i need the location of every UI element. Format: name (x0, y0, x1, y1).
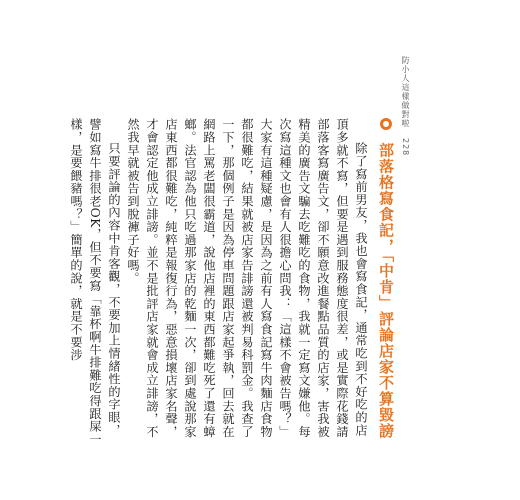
page-number: 228 (401, 137, 410, 156)
paragraph: 除了寫前男友，我也會寫食記，通常吃到不好吃的店頂多就不寫，但要是遇到服務態度很差，或是實際花錢請部落客寫廣告文，卻不願意改進餐點品質的店家，害我被精美的廣告文騙去吃難吃的食物，我就一定寫文嫌他。每次寫這種文也會有人很擔心問我：「這樣不會被告嗎？」大家有這種疑慮，是因為之前有人寫食記寫牛肉麵店食物都很難吃，結果就被店家告誹謗還被判易科罰金。我查了一下，那個例子是因為停車問題跟店家起爭執，回去就在網路上罵老闆很霸道，說他店裡的東西都難吃死了還有蟑螂。法官認為他只吃過那家店的乾麵一次，卻到處說那家店東西都很難吃，純粹是報復行為，惡意損壞店家名聲，才會認定他成立誹謗。並不是批評店家就會成立誹謗，不然我早就被告到脫褲子好嗎。 (126, 118, 368, 438)
paragraph: 只要評論的內容中肯客觀，不要加上情緒性的字眼，譬如寫牛排很老OK，但不要寫「靠杯啊牛排難吃得跟屎一樣，是要餵豬嗎？」簡單的說，就是不要涉 (69, 118, 121, 446)
bullet-circle-icon (380, 118, 392, 130)
running-header (400, 56, 411, 156)
section-heading (378, 118, 393, 439)
section-heading-text: 部落格寫食記，「中肯」評論店家不算毀謗 (377, 142, 395, 439)
book-title: 防小人這樣做對啦 (401, 56, 410, 128)
body-text (69, 118, 370, 448)
